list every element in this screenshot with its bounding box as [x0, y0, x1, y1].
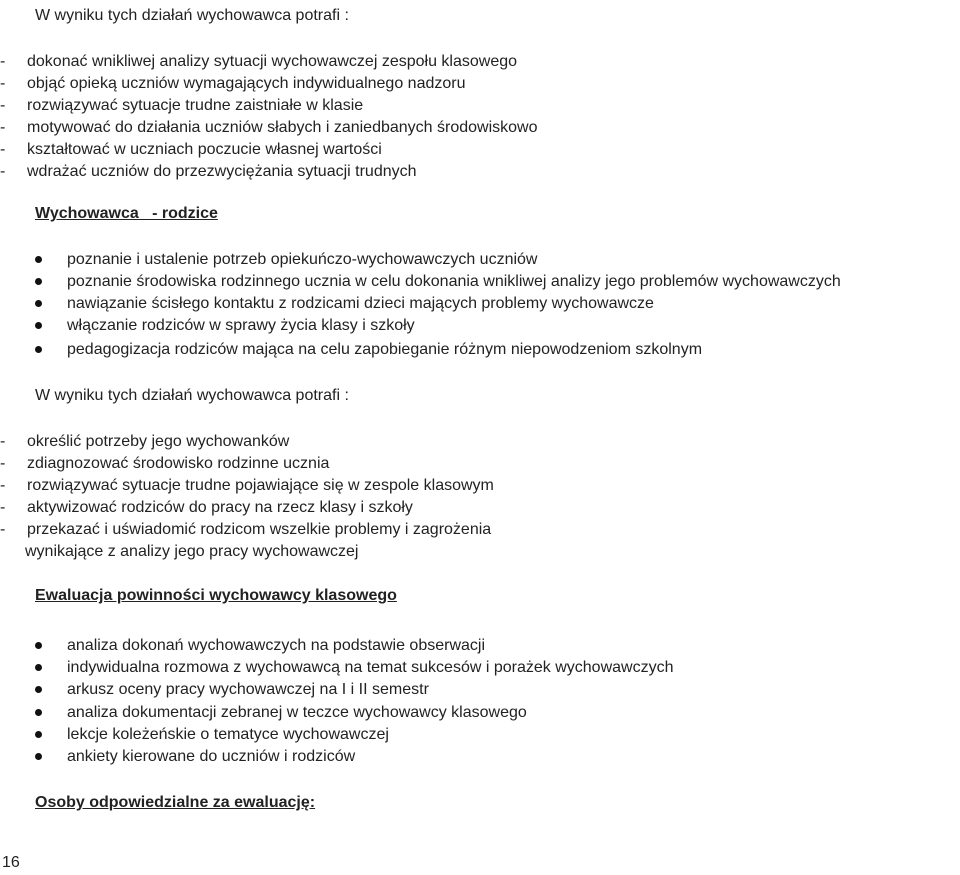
- bullet-icon: [35, 686, 42, 693]
- document-page: W wyniku tych działań wychowawca potrafi : - dokonać wnikliwej analizy sytuacji wychowawczej zespołu klasowego - objąć opieką uczniów wymagających indywidualnego nadzoru - rozwiązywać sytuacje trudne zaistniałe w klasie - motywować do działania uczniów słabych i zaniedbanych środowiskowo - kształtować w uczniach poczucie własnej wartości - wdrażać uczniów do przezwyciężania sytuacji trudnych Wychowawca - rodzice poznanie i ustalenie potrzeb opiekuńczo-wychowawczych uczniów poznanie środowiska rodzinnego ucznia w celu dokonania wnikliwej analizy jego problemów wychowawczych nawiązanie ścisłego kontaktu z rodzicami dzieci mających problemy wychowawcze włączanie rodziców w sprawy życia klasy i szkoły pedagogizacja rodziców mająca na celu zapobieganie różnym niepowodzeniom szkolnym W wyniku tych działań wychowawca potrafi : - określić potrzeby jego wychowanków - zdiagnozować środowisko rodzinne ucznia - rozwiązywać sytuacje trudne pojawiające się w zespole klasowym - aktywizować rodziców do pracy na rzecz klasy i szkoły - przekazać i uświadomić rodzicom wszelkie problemy i zagrożenia wynikające z analizy jego pracy wychowawczej Ewaluacja powinności wychowawcy klasowego analiza dokonań wychowawczych na podstawie obserwacji indywidualna rozmowa z wychowawcą na temat sukcesów i porażek wychowawczych arkusz oceny pracy wychowawczej na I i II semestr analiza dokumentacji zebranej w teczce wychowawcy klasowego lekcje koleżeńskie o tematyce wychowawczej ankiety kierowane do uczniów i rodziców Osoby odpowiedzialne za ewaluację: 16: [0, 7, 841, 871]
- section2-intro: W wyniku tych działań wychowawca potrafi :: [35, 387, 349, 404]
- section-heading-wychowawca-rodzice: Wychowawca - rodzice: [35, 205, 218, 222]
- page-number: 16: [2, 854, 20, 871]
- bullet-icon: [35, 278, 42, 285]
- bullet-icon: [35, 642, 42, 649]
- section-heading-osoby-odpowiedzialne: Osoby odpowiedzialne za ewaluację:: [35, 794, 316, 811]
- bullet-icon: [35, 322, 42, 329]
- list-item-continuation: wynikające z analizy jego pracy wychowawczej: [25, 543, 359, 560]
- bullet-icon: [35, 300, 42, 307]
- bullet-icon: [35, 731, 42, 738]
- bullet-icon: [35, 753, 42, 760]
- section-heading-ewaluacja: Ewaluacja powinności wychowawcy klasowego: [35, 587, 397, 604]
- bullet-icon: [35, 256, 42, 263]
- section1-intro: W wyniku tych działań wychowawca potrafi :: [35, 7, 349, 24]
- bullet-icon: [35, 709, 42, 716]
- bullet-icon: [35, 664, 42, 671]
- bullet-icon: [35, 346, 42, 353]
